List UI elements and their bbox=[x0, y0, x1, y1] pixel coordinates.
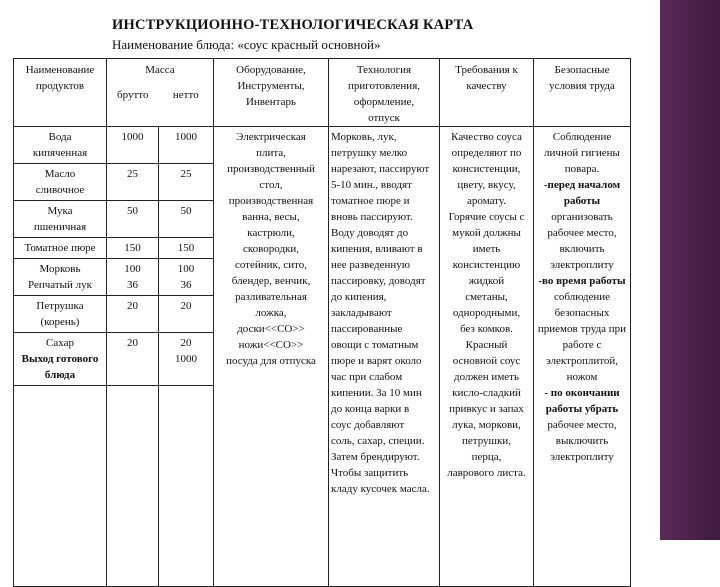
header-mass: Масса брутто нетто bbox=[107, 59, 214, 127]
header-safety: Безопасные условия труда bbox=[534, 59, 631, 127]
safety-text: Соблюдение личной гигиены повара. -перед началом работы организовать рабочее место, включить электроплиту -во время работы соблюдение безопасных приемов труда при работе с электроплитой, ножом - по окончании работы убрать рабочее место, выключить электроплиту bbox=[534, 127, 631, 587]
ingredient-name: Томатное пюре bbox=[14, 238, 107, 259]
yield-label: Выход готового bbox=[21, 353, 99, 365]
side-decor-bar bbox=[660, 0, 720, 540]
header-equipment: Оборудование, Инструменты, Инвентарь bbox=[214, 59, 329, 127]
empty-cell bbox=[107, 386, 159, 587]
ingredient-name: Сахар Выход готового блюда bbox=[14, 333, 107, 386]
brutto-value: 20 bbox=[107, 333, 159, 386]
document-title: ИНСТРУКЦИОННО-ТЕХНОЛОГИЧЕСКАЯ КАРТА bbox=[112, 17, 474, 33]
header-product: Наименование продуктов bbox=[14, 59, 107, 127]
quality-text: Качество соуса определяют по консистенции, цвету, вкусу, аромату. Горячие соусы с мукой должны иметь консистенцию жидкой сметаны, однородными, без комков. Красный основной соус должен иметь кисло-сладкий привкус и запах лука, моркови, петрушки, перца, лаврового листа. bbox=[440, 127, 534, 587]
brutto-value: 100 36 bbox=[107, 259, 159, 296]
dish-name: Наименование блюда: «соус красный основной» bbox=[112, 37, 381, 52]
netto-value: 100 36 bbox=[159, 259, 214, 296]
ingredient-name: Мука пшеничная bbox=[14, 201, 107, 238]
empty-cell bbox=[14, 386, 107, 587]
brutto-value: 20 bbox=[107, 296, 159, 333]
ingredient-name: Петрушка (корень) bbox=[14, 296, 107, 333]
yield-value: 1000 bbox=[175, 353, 197, 365]
header-brutto: брутто bbox=[117, 89, 149, 101]
brutto-value: 150 bbox=[107, 238, 159, 259]
header-technology: Технология приготовления, оформление, отпуск bbox=[329, 59, 440, 127]
ingredient-name: Морковь Репчатый лук bbox=[14, 259, 107, 296]
netto-value: 50 bbox=[159, 201, 214, 238]
brutto-value: 1000 bbox=[107, 127, 159, 164]
netto-value: 1000 bbox=[159, 127, 214, 164]
netto-value: 20 1000 bbox=[159, 333, 214, 386]
netto-value: 25 bbox=[159, 164, 214, 201]
brutto-value: 25 bbox=[107, 164, 159, 201]
technology-text: Морковь, лук, петрушку мелко нарезают, пассируют 5-10 мин., вводят томатное пюре и вновь пассируют. Воду доводят до кипения, вливают в нее разведенную пассировку, доводят до кипения, закладывают пассированные овощи с томатным пюре и варят около час при слабом кипении. За 10 мин до конца варки в соус добавляют соль, сахар, специи. Затем брендируют. Чтобы защитить кладу кусочек масла. bbox=[329, 127, 440, 587]
tech-card-table bbox=[13, 58, 631, 587]
header-quality: Требования к качеству bbox=[440, 59, 534, 127]
ingredient-name: Масло сливочное bbox=[14, 164, 107, 201]
brutto-value: 50 bbox=[107, 201, 159, 238]
empty-cell bbox=[159, 386, 214, 587]
ingredient-name: Вода кипяченная bbox=[14, 127, 107, 164]
header-netto: нетто bbox=[172, 89, 199, 101]
netto-value: 20 bbox=[159, 296, 214, 333]
netto-value: 150 bbox=[159, 238, 214, 259]
equipment-text: Электрическая плита, производственный стол, производственная ванна, весы, кастрюли, сковородки, сотейник, сито, блендер, венчик, разливательная ложка, доски<<CO>> ножи<<CO>> посуда для отпуска bbox=[214, 127, 329, 587]
